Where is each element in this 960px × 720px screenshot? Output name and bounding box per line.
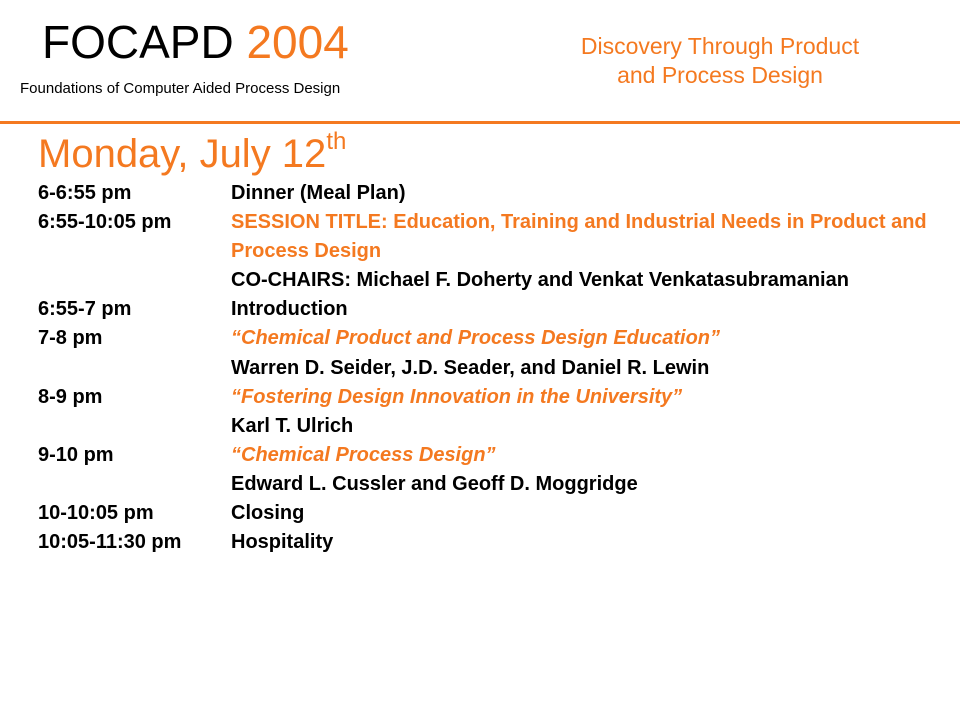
schedule-time: 6:55-10:05 pm: [38, 211, 172, 234]
schedule-desc: [231, 295, 938, 324]
schedule-desc: [231, 499, 938, 528]
schedule-desc: [231, 383, 938, 441]
schedule-time: 8-9 pm: [38, 385, 103, 408]
schedule-row: [38, 179, 938, 208]
session-co-chairs: CO-CHAIRS: Michael F. Doherty and Venkat Venkatasubramanian: [231, 269, 849, 292]
logo-subtitle: Foundations of Computer Aided Process Design: [20, 80, 341, 97]
schedule-row: [38, 295, 938, 324]
schedule-row: [38, 208, 938, 295]
event-title: Closing: [231, 502, 305, 525]
talk-title: “Chemical Product and Process Design Education”: [231, 327, 721, 350]
event-title: Introduction: [231, 298, 348, 321]
logo-year: 2004: [246, 16, 349, 68]
talk-title: “Fostering Design Innovation in the University”: [231, 385, 683, 408]
talk-title: “Chemical Process Design”: [231, 443, 496, 466]
schedule-desc: [231, 179, 938, 208]
event-title: Hospitality: [231, 531, 334, 554]
schedule-time: 7-8 pm: [38, 327, 103, 350]
schedule-desc: [231, 208, 938, 295]
schedule-desc: [231, 528, 938, 557]
talk-speakers: Karl T. Ulrich: [231, 414, 354, 437]
talk-speakers: Edward L. Cussler and Geoff D. Moggridge: [231, 472, 638, 495]
header-divider: [0, 121, 960, 124]
logo: [42, 14, 349, 70]
schedule-desc: [231, 324, 938, 382]
tagline: [520, 32, 920, 90]
schedule-desc: [231, 441, 938, 499]
schedule-row: [38, 383, 938, 441]
session-title: SESSION TITLE: Education, Training and Industrial Needs in Product and Process Design: [231, 211, 927, 263]
day-title-suffix: th: [326, 128, 347, 155]
logo-name: FOCAPD: [42, 16, 234, 68]
schedule-time: 10-10:05 pm: [38, 502, 154, 525]
day-title-text: Monday, July 12: [38, 132, 327, 176]
schedule-time: 10:05-11:30 pm: [38, 531, 182, 554]
schedule-time: 6:55-7 pm: [38, 298, 132, 321]
schedule-row: [38, 499, 938, 528]
tagline-line-2: and Process Design: [617, 62, 823, 88]
schedule-row: [38, 528, 938, 557]
talk-speakers: Warren D. Seider, J.D. Seader, and Daniel R. Lewin: [231, 356, 710, 379]
schedule-time: 9-10 pm: [38, 443, 114, 466]
schedule: [38, 179, 938, 557]
schedule-row: [38, 324, 938, 382]
day-title: [38, 130, 346, 178]
schedule-time: 6-6:55 pm: [38, 182, 132, 204]
tagline-line-1: Discovery Through Product: [580, 33, 860, 59]
event-title: Dinner (Meal Plan): [231, 182, 406, 204]
schedule-row: [38, 441, 938, 499]
